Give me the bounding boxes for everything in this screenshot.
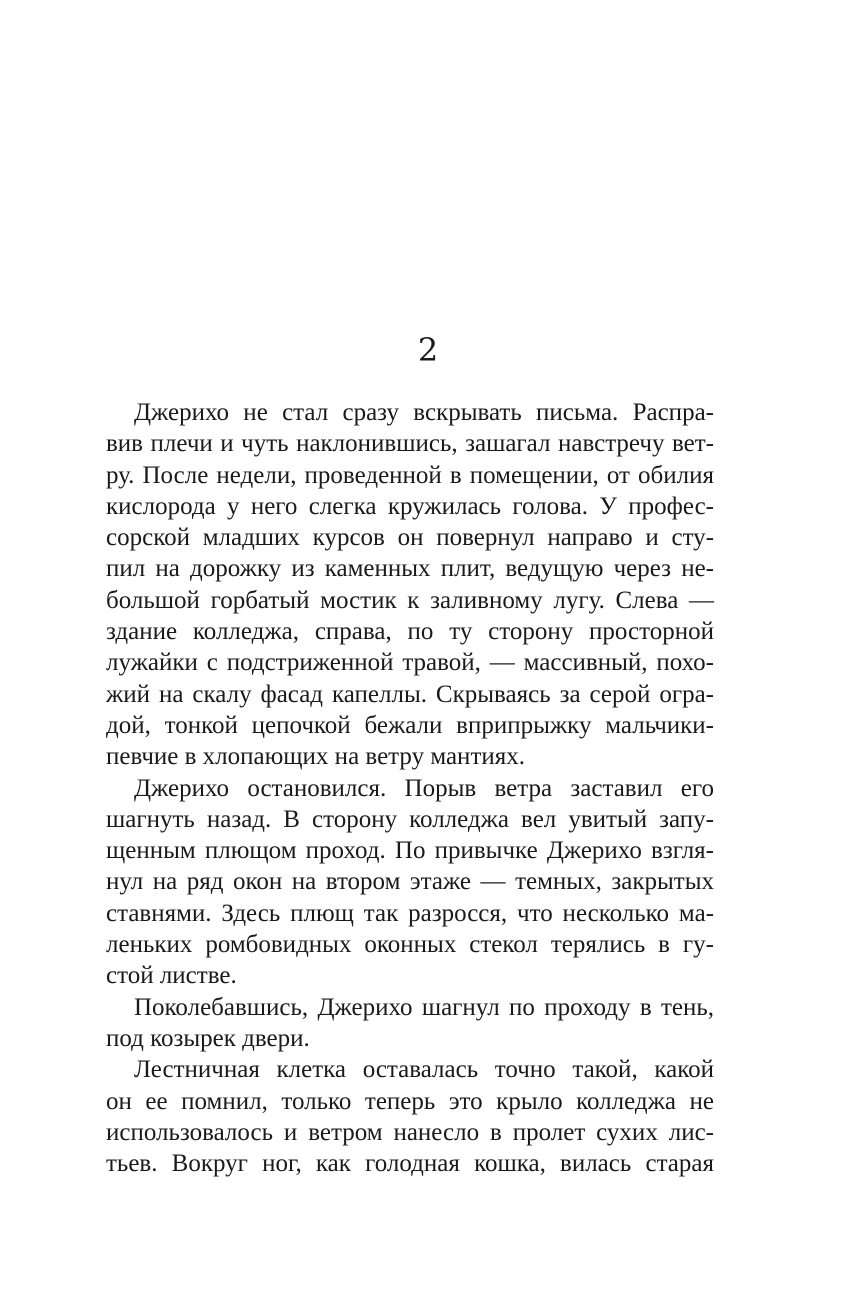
text-line: ру. После недели, проведенной в помещении, от обилия [106, 461, 714, 489]
paragraph-2 [106, 773, 714, 992]
page-body [106, 397, 714, 1179]
text-line: сорской младших курсов он повернул направо и сту- [106, 524, 714, 552]
paragraph-4 [106, 1054, 714, 1179]
text-line: стой листве. [106, 962, 237, 990]
text-line: дой, тонкой цепочкой бежали вприпрыжку мальчики- [106, 711, 714, 739]
text-line: лужайки с подстриженной травой, — массивный, похо- [106, 649, 714, 677]
text-line: он ее помнил, только теперь это крыло колледжа не [106, 1087, 714, 1115]
text-line: Джерихо остановился. Порыв ветра заставил его [134, 774, 714, 802]
text-line: пил на дорожку из каменных плит, ведущую через не- [106, 555, 714, 583]
text-line: большой горбатый мостик к заливному лугу. Слева — [106, 586, 714, 614]
text-line: Лестничная клетка оставалась точно такой, какой [134, 1056, 714, 1084]
text-line: леньких ромбовидных оконных стекол терялись в гу- [106, 931, 714, 959]
text-line: здание колледжа, справа, по ту сторону просторной [106, 618, 714, 646]
text-line: Джерихо не стал сразу вскрывать письма. Распра- [134, 399, 714, 426]
text-line: под козырек двери. [106, 1024, 310, 1052]
text-line: шагнуть назад. В сторону колледжа вел увитый запу- [106, 805, 714, 833]
text-line: певчие в хлопающих на ветру мантиях. [106, 743, 525, 771]
paragraph-3 [106, 992, 714, 1055]
text-line: жий на скалу фасад капеллы. Скрываясь за серой огра- [106, 680, 714, 708]
text-line: щенным плющом проход. По привычке Джерихо взгля- [106, 837, 714, 865]
text-line: использовалось и ветром нанесло в пролет сухих лис- [106, 1118, 714, 1146]
text-line: кислорода у него слегка кружилась голова. У профес- [106, 492, 714, 520]
text-line: ставнями. Здесь плющ так разросся, что несколько ма- [106, 899, 714, 927]
chapter-number: 2 [417, 331, 439, 369]
text-line: тьев. Вокруг ног, как голодная кошка, вилась старая [106, 1150, 714, 1178]
text-line: Поколебавшись, Джерихо шагнул по проходу в тень, [134, 993, 714, 1021]
text-line: вив плечи и чуть наклонившись, зашагал навстречу вет- [106, 430, 714, 458]
text-line: нул на ряд окон на втором этаже — темных, закрытых [106, 868, 714, 896]
paragraph-1 [106, 397, 714, 773]
